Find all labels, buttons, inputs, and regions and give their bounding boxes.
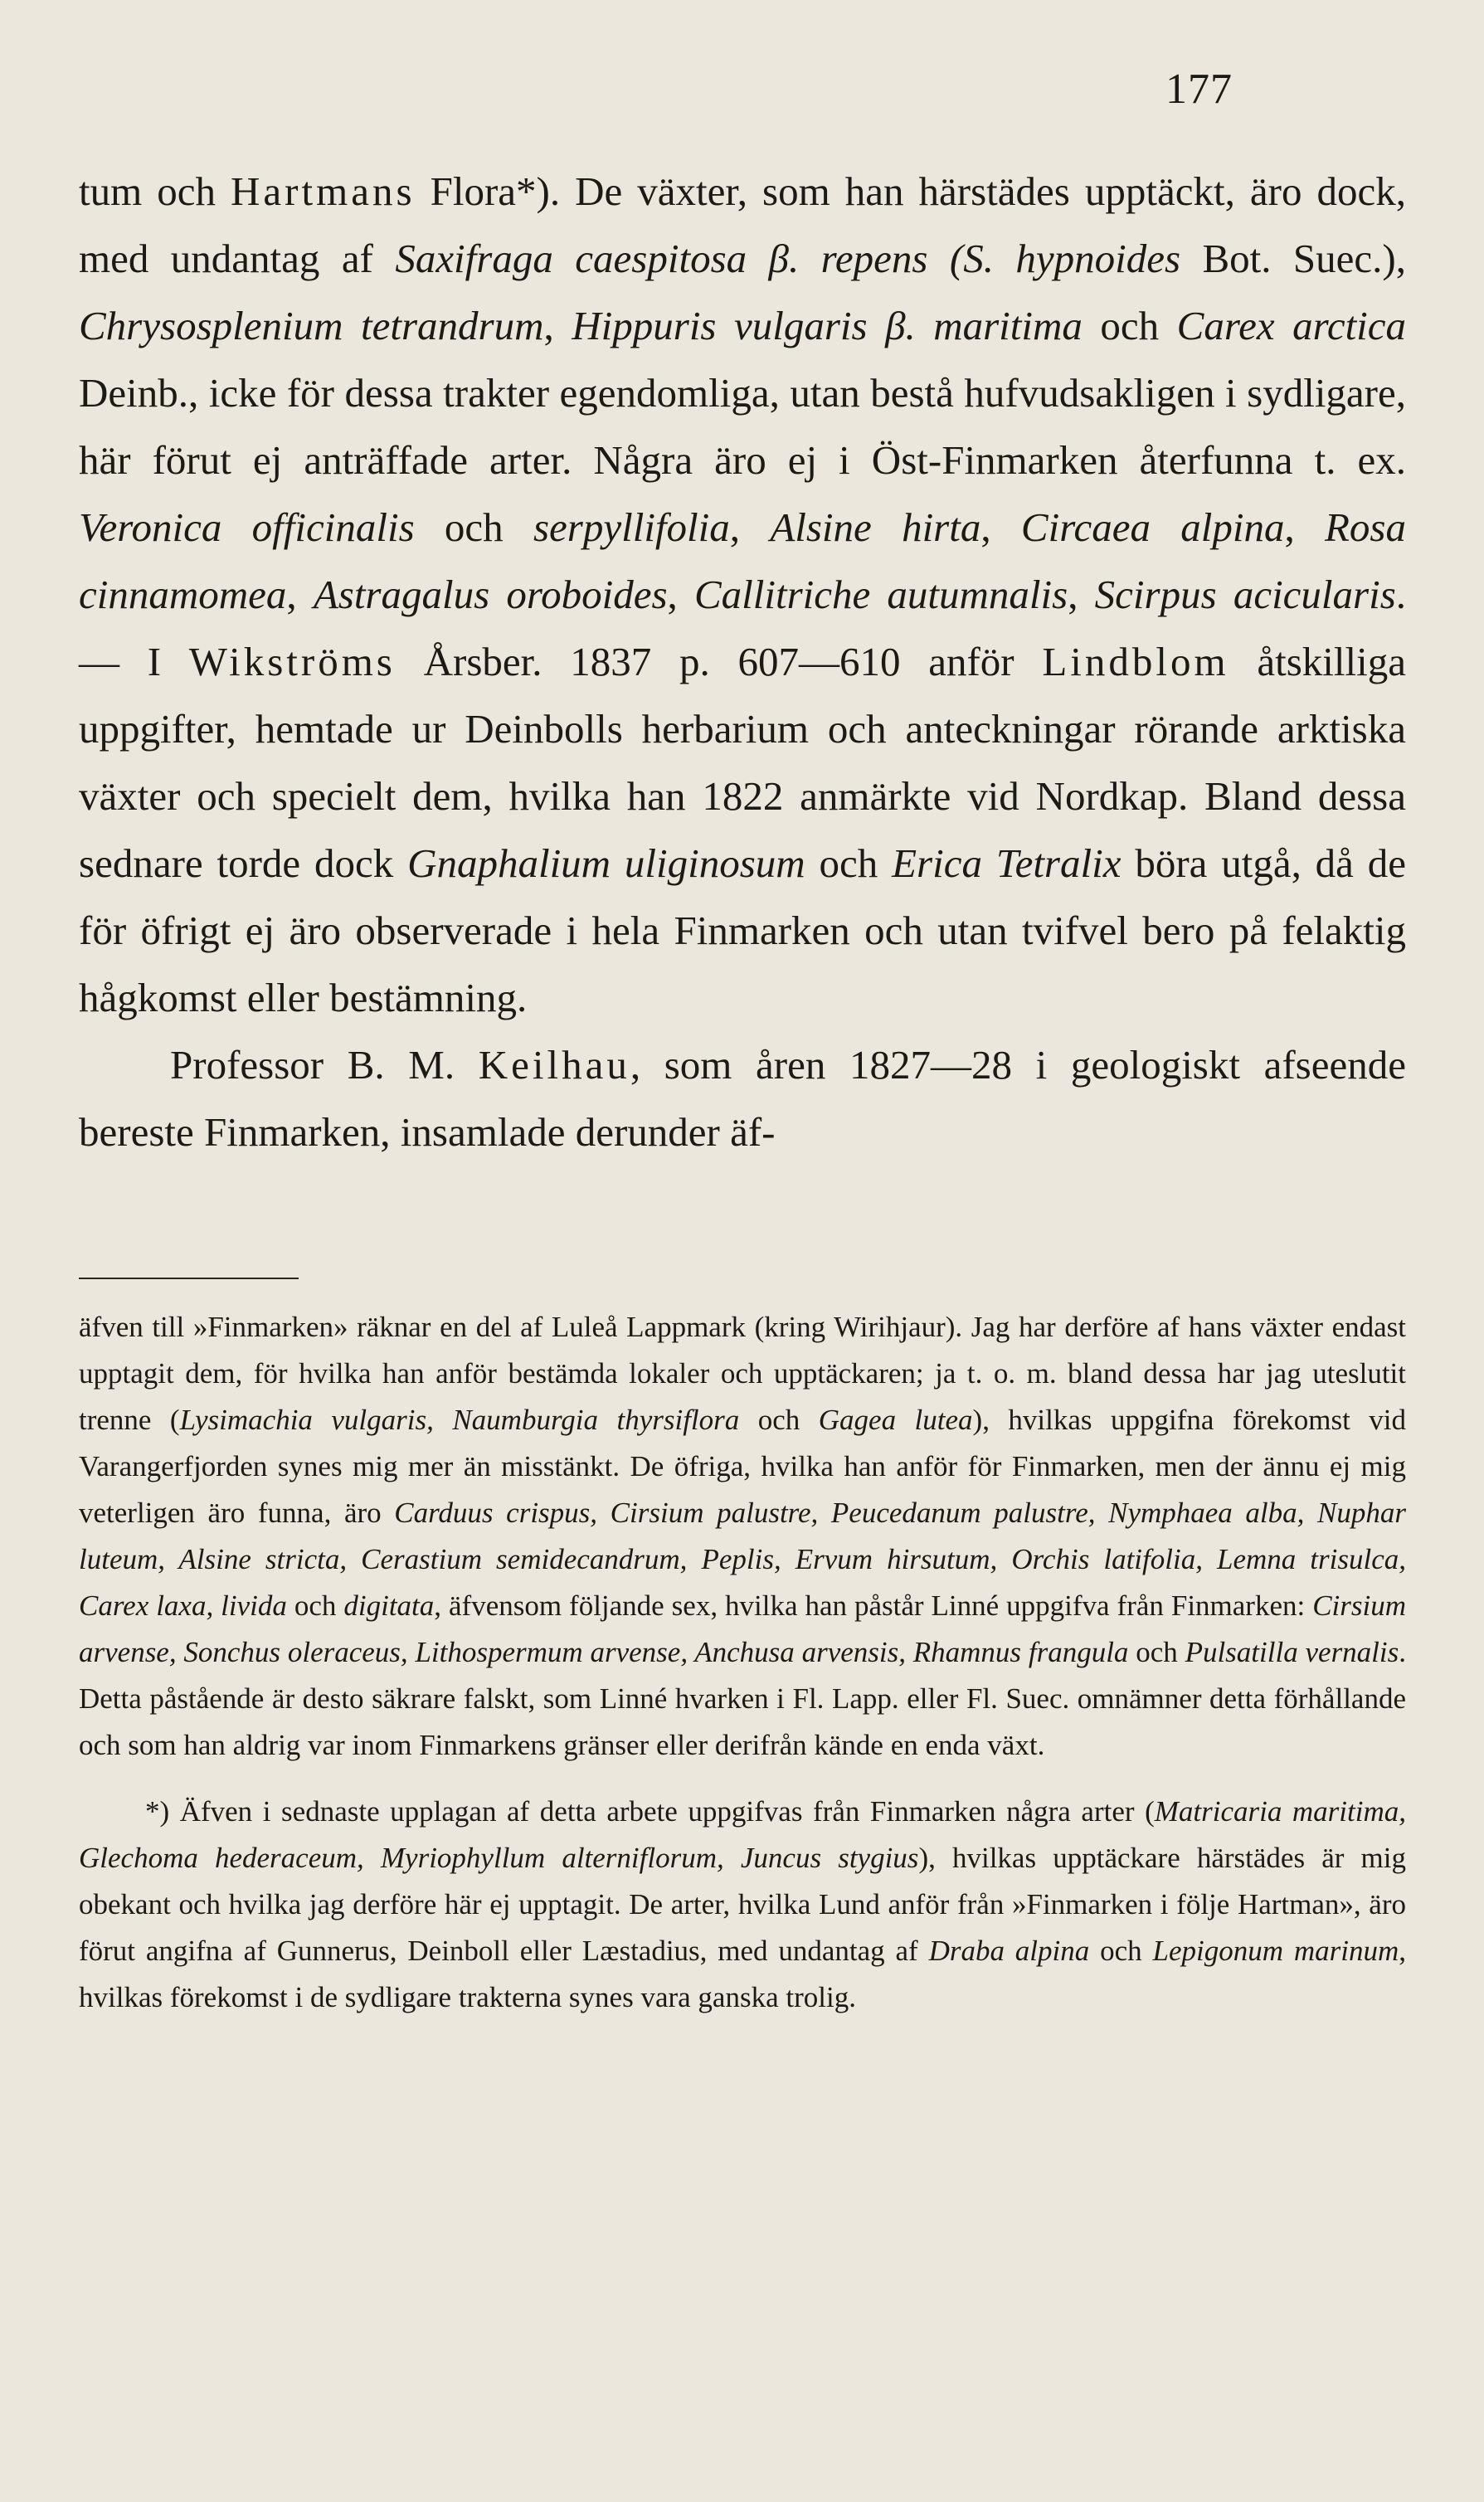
italic-run: Saxifraga caespitosa β. repens (S. hypnoides — [395, 236, 1181, 281]
italic-run: Cirsium arvense, Sonchus oleraceus, Lithospermum arvense, Anchusa arvensis, Rhamnus frangula — [79, 1589, 1406, 1668]
spaced-name-run: Keilhau — [478, 1042, 630, 1088]
footnote-separator — [79, 1278, 299, 1279]
text-run: , — [543, 303, 572, 348]
text-run: , — [729, 504, 771, 550]
italic-run: digitata — [343, 1589, 435, 1622]
italic-run: Callitriche autumnalis — [693, 572, 1068, 617]
text-run: ), hvilkas upptäckare härstädes är mig obekant och hvilka jag derföre här ej upptagit. De arter, hvilka Lund anför från »Finmarken i följe Hartman», äro förut angifna af Gunnerus, Deinboll eller Læstadius, med undantag af — [79, 1842, 1406, 1967]
text-run: åtskilliga uppgifter, hemtade ur Deinbolls herbarium och anteckningar rörande arktiska växter och specielt dem, hvilka han 1822 anmärkte vid Nordkap. Bland dessa sednare torde dock — [79, 639, 1406, 886]
text-run: tum och — [79, 168, 231, 214]
text-run: , som åren 1827—28 i geologiskt afseende bereste Finmarken, insamlade derunder äf- — [79, 1042, 1406, 1155]
footnote-asterisk — [79, 1789, 1406, 2021]
italic-run: Chrysosplenium tetrandrum — [79, 303, 544, 348]
spaced-name-run: Lindblom — [1042, 639, 1229, 684]
text-run: böra utgå, då de för öfrigt ej äro observerade i hela Finmarken och utan tvifvel bero på felaktig hågkomst eller bestämning. — [79, 840, 1406, 1020]
text-run: ), hvilkas uppgifna förekomst vid Varangerfjorden synes mig mer än misstänkt. De öfriga, hvilka han anför för Finmarken, men der ännu ej mig veterligen äro funna, äro — [79, 1404, 1406, 1529]
text-run: , — [980, 504, 1021, 550]
text-run: . — I — [79, 572, 1407, 684]
italic-run: Lysimachia vulgaris, Naumburgia thyrsiflora — [179, 1404, 740, 1436]
text-run: , — [667, 572, 694, 617]
text-run: , hvilkas förekomst i de sydligare trakterna synes vara ganska trolig. — [79, 1935, 1406, 2013]
page-number: 177 — [1165, 66, 1233, 113]
italic-run: Astragalus oroboides — [313, 572, 668, 617]
text-run: , — [1284, 504, 1325, 550]
italic-run: Scirpus acicularis — [1094, 572, 1396, 617]
italic-run: Pulsatilla vernalis — [1185, 1636, 1399, 1668]
italic-run: Draba alpina — [928, 1935, 1090, 1967]
text-run: *) Äfven i sednaste upplagan af detta arbete uppgifvas från Finmarken några arter ( — [145, 1795, 1155, 1828]
text-run: och — [414, 504, 533, 550]
footnotes — [79, 1304, 1406, 2021]
italic-run: Erica Tetralix — [892, 840, 1122, 886]
text-run: , äfvensom följande sex, hvilka han påstår Linné uppgifva från Finmarken: — [434, 1589, 1313, 1622]
text-run: Flora*). De växter, som han härstädes upptäckt, äro dock, med undantag af — [79, 168, 1406, 281]
text-run: Årsber. 1837 p. 607—610 anför — [395, 639, 1043, 684]
italic-run: Circaea alpina — [1020, 504, 1285, 550]
text-run: , — [286, 572, 314, 617]
text-run: . Detta påstående är desto säkrare falskt, som Linné hvarken i Fl. Lapp. eller Fl. Suec. omnämner detta förhållande och som han aldrig var inom Finmarkens gränser eller derifrån kände en enda växt. — [79, 1636, 1407, 1761]
italic-run: Veronica officinalis — [79, 504, 415, 550]
text-run: och — [1128, 1636, 1185, 1668]
main-text — [79, 158, 1406, 1166]
spaced-name-run: Wikströms — [188, 639, 396, 684]
spaced-name-run: Hartmans — [231, 168, 416, 214]
text-run: och — [805, 840, 893, 886]
italic-run: Matricaria maritima, Glechoma hederaceum, Myriophyllum alterniflorum, Juncus stygius — [79, 1795, 1406, 1874]
italic-run: Gnaphalium uliginosum — [407, 840, 805, 886]
italic-run: Alsine hirta — [770, 504, 981, 550]
text-run: och — [1089, 1935, 1153, 1967]
italic-run: Rosa cinnamomea — [79, 504, 1406, 617]
text-run: och — [286, 1589, 344, 1622]
italic-run: Lepigonum marinum — [1152, 1935, 1399, 1967]
text-run: Professor B. M. — [170, 1042, 479, 1088]
text-run: äfven till »Finmarken» räknar en del af Luleå Lappmark (kring Wirihjaur). Jag har derföre af hans växter endast upptagit dem, för hvilka han anför bestämda lokaler och upptäckaren; ja t. o. m. bland dessa har jag uteslutit trenne ( — [79, 1311, 1406, 1436]
italic-run: Hippuris vulgaris β. maritima — [572, 303, 1083, 348]
italic-run: Carduus crispus, Cirsium palustre, Peucedanum palustre, Nymphaea alba, Nuphar luteum, Alsine stricta, Cerastium semidecandrum, Peplis, Ervum hirsutum, Orchis latifolia, Lemna trisulca, Carex laxa, livida — [79, 1497, 1406, 1622]
main-paragraph-2 — [79, 1031, 1406, 1166]
italic-run: serpyllifolia — [533, 504, 730, 550]
footnote-continuation — [79, 1304, 1406, 1769]
italic-run: Carex arctica — [1176, 303, 1407, 348]
main-paragraph-1 — [79, 158, 1406, 1031]
text-run: och — [739, 1404, 819, 1436]
text-run: och — [1082, 303, 1177, 348]
text-run: , — [1068, 572, 1095, 617]
italic-run: Gagea lutea — [818, 1404, 973, 1436]
text-run: Deinb., icke för dessa trakter egendomliga, utan bestå hufvudsakligen i sydligare, här förut ej anträffade arter. Några äro ej i Öst-Finmarken återfunna t. ex. — [79, 370, 1406, 483]
text-run: Bot. Suec.), — [1180, 236, 1406, 281]
